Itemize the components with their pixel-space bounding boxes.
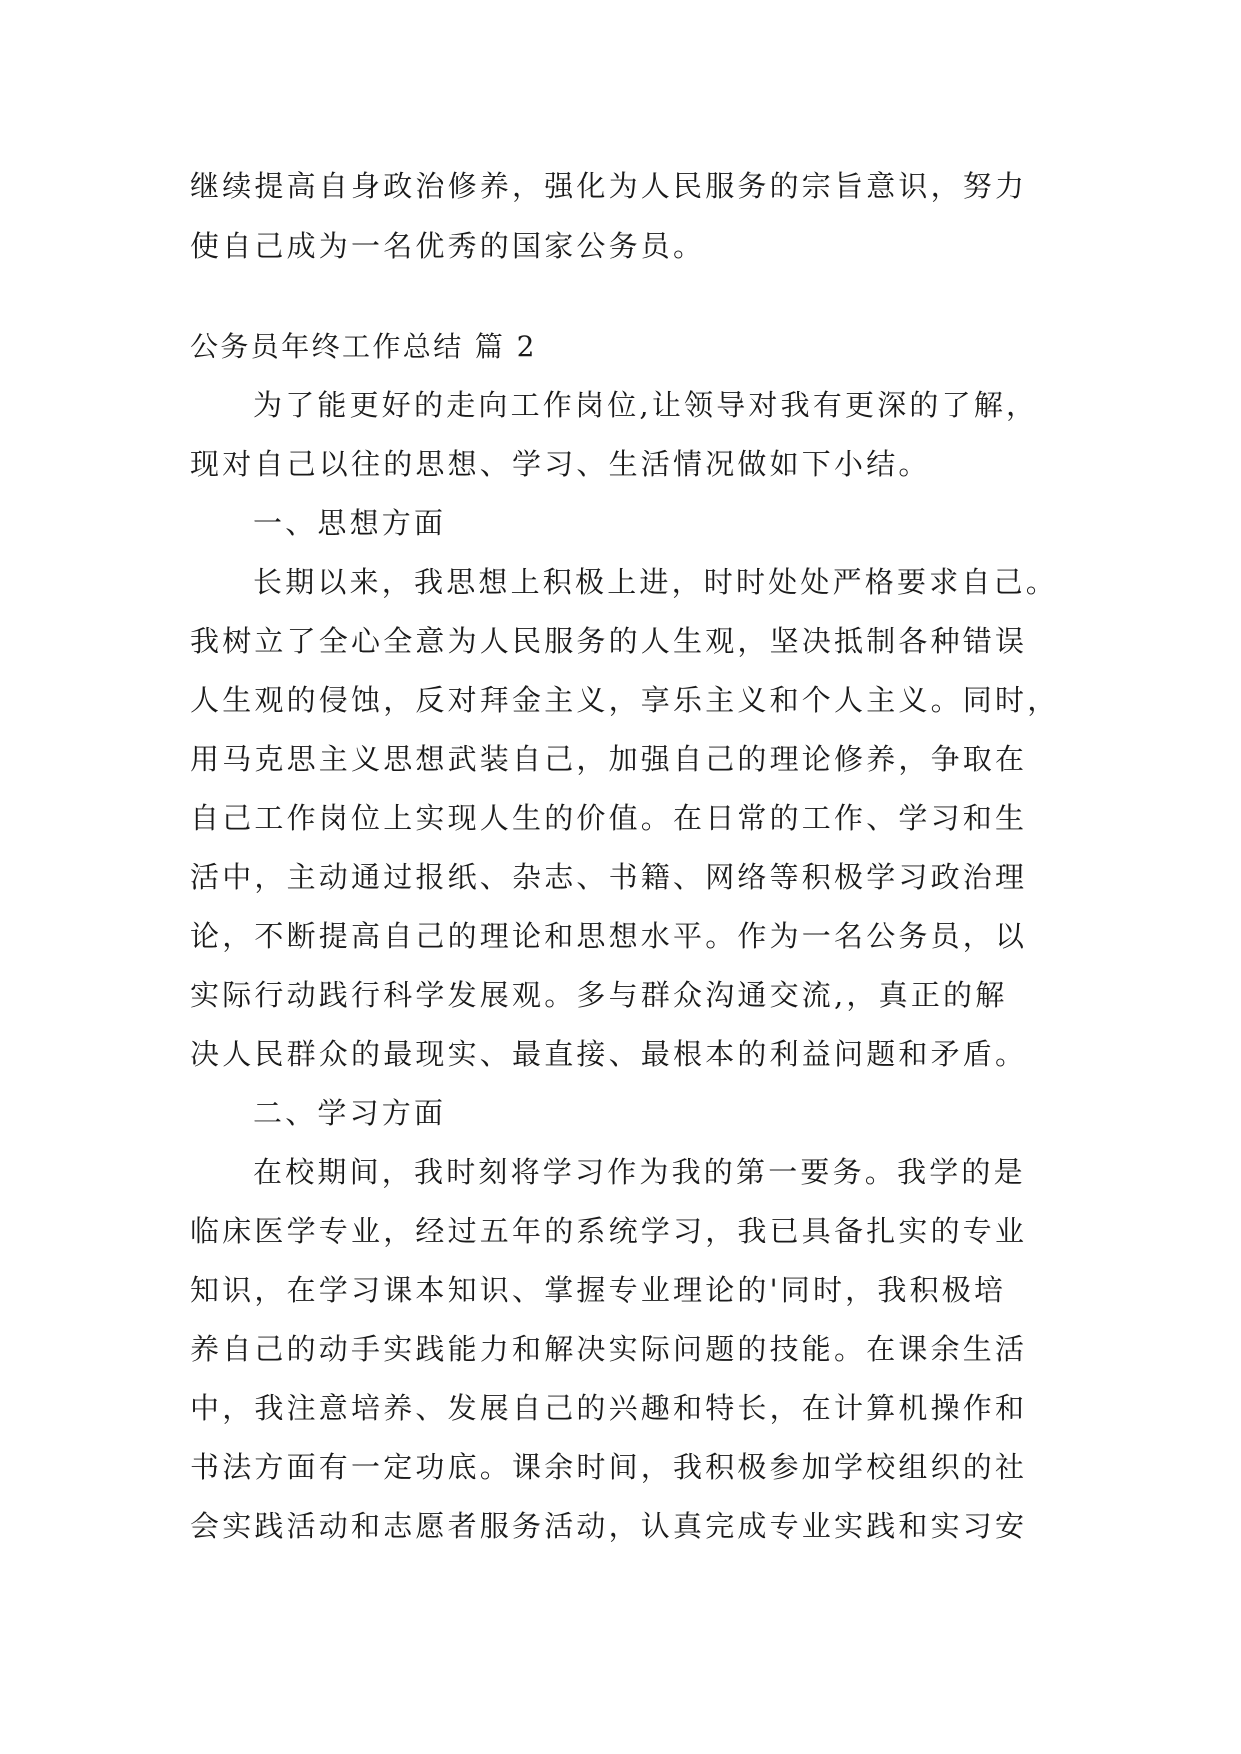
part2-line-5: 中，我注意培养、发展自己的兴趣和特长，在计算机操作和 [190, 1391, 1028, 1425]
section-title: 公务员年终工作总结 篇 2 [190, 330, 537, 363]
part2-title: 二、学习方面 [253, 1096, 447, 1130]
continuation-line-2: 使自己成为一名优秀的国家公务员。 [190, 229, 706, 263]
part2-line-1: 在校期间，我时刻将学习作为我的第一要务。我学的是 [253, 1155, 1026, 1189]
part1-line-5: 自己工作岗位上实现人生的价值。在日常的工作、学习和生 [190, 801, 1028, 835]
part1-line-4: 用马克思主义思想武装自己，加强自己的理论修养，争取在 [190, 742, 1028, 776]
part2-line-3: 知识，在学习课本知识、掌握专业理论的'同时，我积极培 [190, 1273, 1007, 1307]
intro-line-1: 为了能更好的走向工作岗位,让领导对我有更深的了解， [253, 388, 1039, 422]
part1-title: 一、思想方面 [253, 506, 447, 540]
part2-line-7: 会实践活动和志愿者服务活动，认真完成专业实践和实习安 [190, 1509, 1028, 1543]
part1-line-9: 决人民群众的最现实、最直接、最根本的利益问题和矛盾。 [190, 1037, 1028, 1071]
part1-line-1: 长期以来，我思想上积极上进，时时处处严格要求自己。 [253, 565, 1059, 599]
part1-line-8: 实际行动践行科学发展观。多与群众沟通交流,，真正的解 [190, 978, 1008, 1012]
part1-line-3: 人生观的侵蚀，反对拜金主义，享乐主义和个人主义。同时， [190, 683, 1060, 717]
part2-line-2: 临床医学专业，经过五年的系统学习，我已具备扎实的专业 [190, 1214, 1028, 1248]
part2-line-6: 书法方面有一定功底。课余时间，我积极参加学校组织的社 [190, 1450, 1028, 1484]
part1-line-6: 活中，主动通过报纸、杂志、书籍、网络等积极学习政治理 [190, 860, 1028, 894]
part1-line-2: 我树立了全心全意为人民服务的人生观，坚决抵制各种错误 [190, 624, 1028, 658]
part2-line-4: 养自己的动手实践能力和解决实际问题的技能。在课余生活 [190, 1332, 1028, 1366]
continuation-line-1: 继续提高自身政治修养，强化为人民服务的宗旨意识，努力 [190, 169, 1028, 203]
part1-line-7: 论，不断提高自己的理论和思想水平。作为一名公务员，以 [190, 919, 1028, 953]
intro-line-2: 现对自己以往的思想、学习、生活情况做如下小结。 [190, 447, 931, 481]
